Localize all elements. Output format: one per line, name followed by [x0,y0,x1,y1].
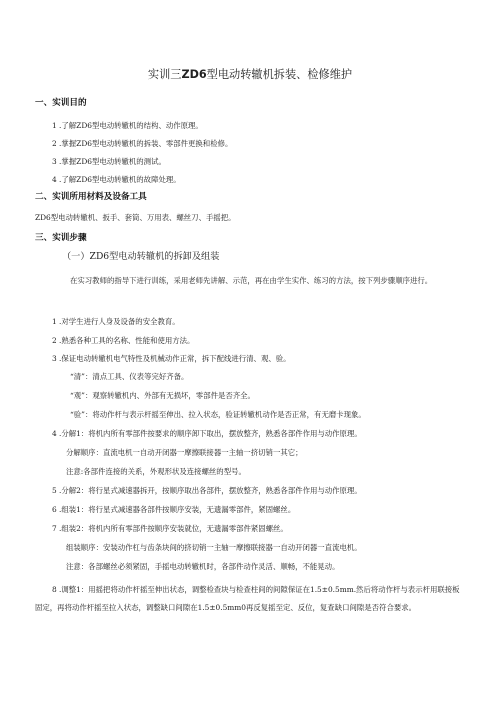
step-3-yan: “验”：将动作杆与表示杆摇至伸出、拉入状态，验证转辙机动作是否正常，有无磨卡现象。 [70,410,366,419]
step-7-order: 组装顺序：安装动作杠与齿条块间的挤切销一主轴一摩擦联接器一自动开闭器一直流电机。 [66,543,362,552]
section-heading-steps: 三、实训步骤 [35,233,87,243]
step-4: 4 .分解1：将机内所有零部件按要求的顺序卸下取出，摆放整齐，熟悉各部件作用与动作原理。 [52,429,362,438]
step-7: 7 .组装2：将机内所有零部件按顺序安装就位，无遗漏零部件紧固螺丝。 [52,524,288,533]
steps-intro: 在实习教师的指导下进行训练，采用老师先讲解、示范，再在由学生实作、练习的方法，按下列步骤顺序进行。 [70,276,433,285]
purpose-item-4: 4 .了解ZD6型电动转辙机的故障处理。 [52,175,181,184]
step-2: 2 .熟悉各种工具的名称、性能和使用方法。 [52,336,195,345]
title-prefix: 实训三 [147,68,182,81]
title-code: ZD6 [181,68,207,81]
step-5: 5 .分解2：将行星式减速器拆开，按顺序取出各部件，摆放整齐，熟悉各部件作用与动作原理。 [52,486,362,495]
step-6: 6 .组装1：将行星式减速器各部件按顺序安装，无遗漏零部件，紧固螺丝。 [52,505,296,514]
step-3-guan: “观”：观察转辙机内、外部有无损坏，零部件是否齐全。 [70,391,255,400]
purpose-item-3: 3 .掌握ZD6型电动转辙机的测试。 [52,157,166,166]
step-8: 8 .调整1：用摇把将动作杆摇至伸出状态，调整检查块与检查柱间的间隙保证在1.5±0.5mm.然后将动作杆与表示杆用联接板固定，再将动作杆摇至拉入状态，调整缺口间隙在1.5±0.5mm0再反复摇至定、反位，复查缺口间隙是否符合要求。 [35,585,460,612]
step-3: 3 .保证电动转辙机电气特性及机械动作正常，拆下配线进行清、观、验。 [52,354,291,363]
step-3-qing: “清”：清点工具、仪表等完好齐备。 [70,372,189,381]
step-4-note: 注意:各部件连接的关系，外观形状及连接螺丝的型号。 [66,467,246,476]
title-rest: 型电动转辙机拆装、检修维护 [206,68,353,81]
purpose-item-1: 1 .了解ZD6型电动转辙机的结构、动作原理。 [52,121,203,130]
section-heading-purpose: 一、实训目的 [35,98,87,108]
materials-text: ZD6型电动转辙机、扳手、套筒、万用表、螺丝刀、手摇把。 [35,213,236,222]
document-title [0,68,500,82]
step-7-note: 注意：各部螺丝必须紧固，手摇电动转辙机时，各部件动作灵活、顺畅，不能晃动。 [66,562,340,571]
step-4-order: 分解顺序：直流电机一自动开闭器一摩擦联接器一主轴一挤切销一其它； [66,448,303,457]
step-1: 1 .对学生进行人身及设备的安全教育。 [52,317,180,326]
purpose-item-2: 2 .掌握ZD6型电动转辙机的拆装、零部件更换和检修。 [52,139,233,148]
subsection-heading-disassembly: （一）ZD6型电动转辙机的拆卸及组装 [62,251,220,262]
section-heading-materials: 二、实训所用材料及设备工具 [35,192,147,202]
